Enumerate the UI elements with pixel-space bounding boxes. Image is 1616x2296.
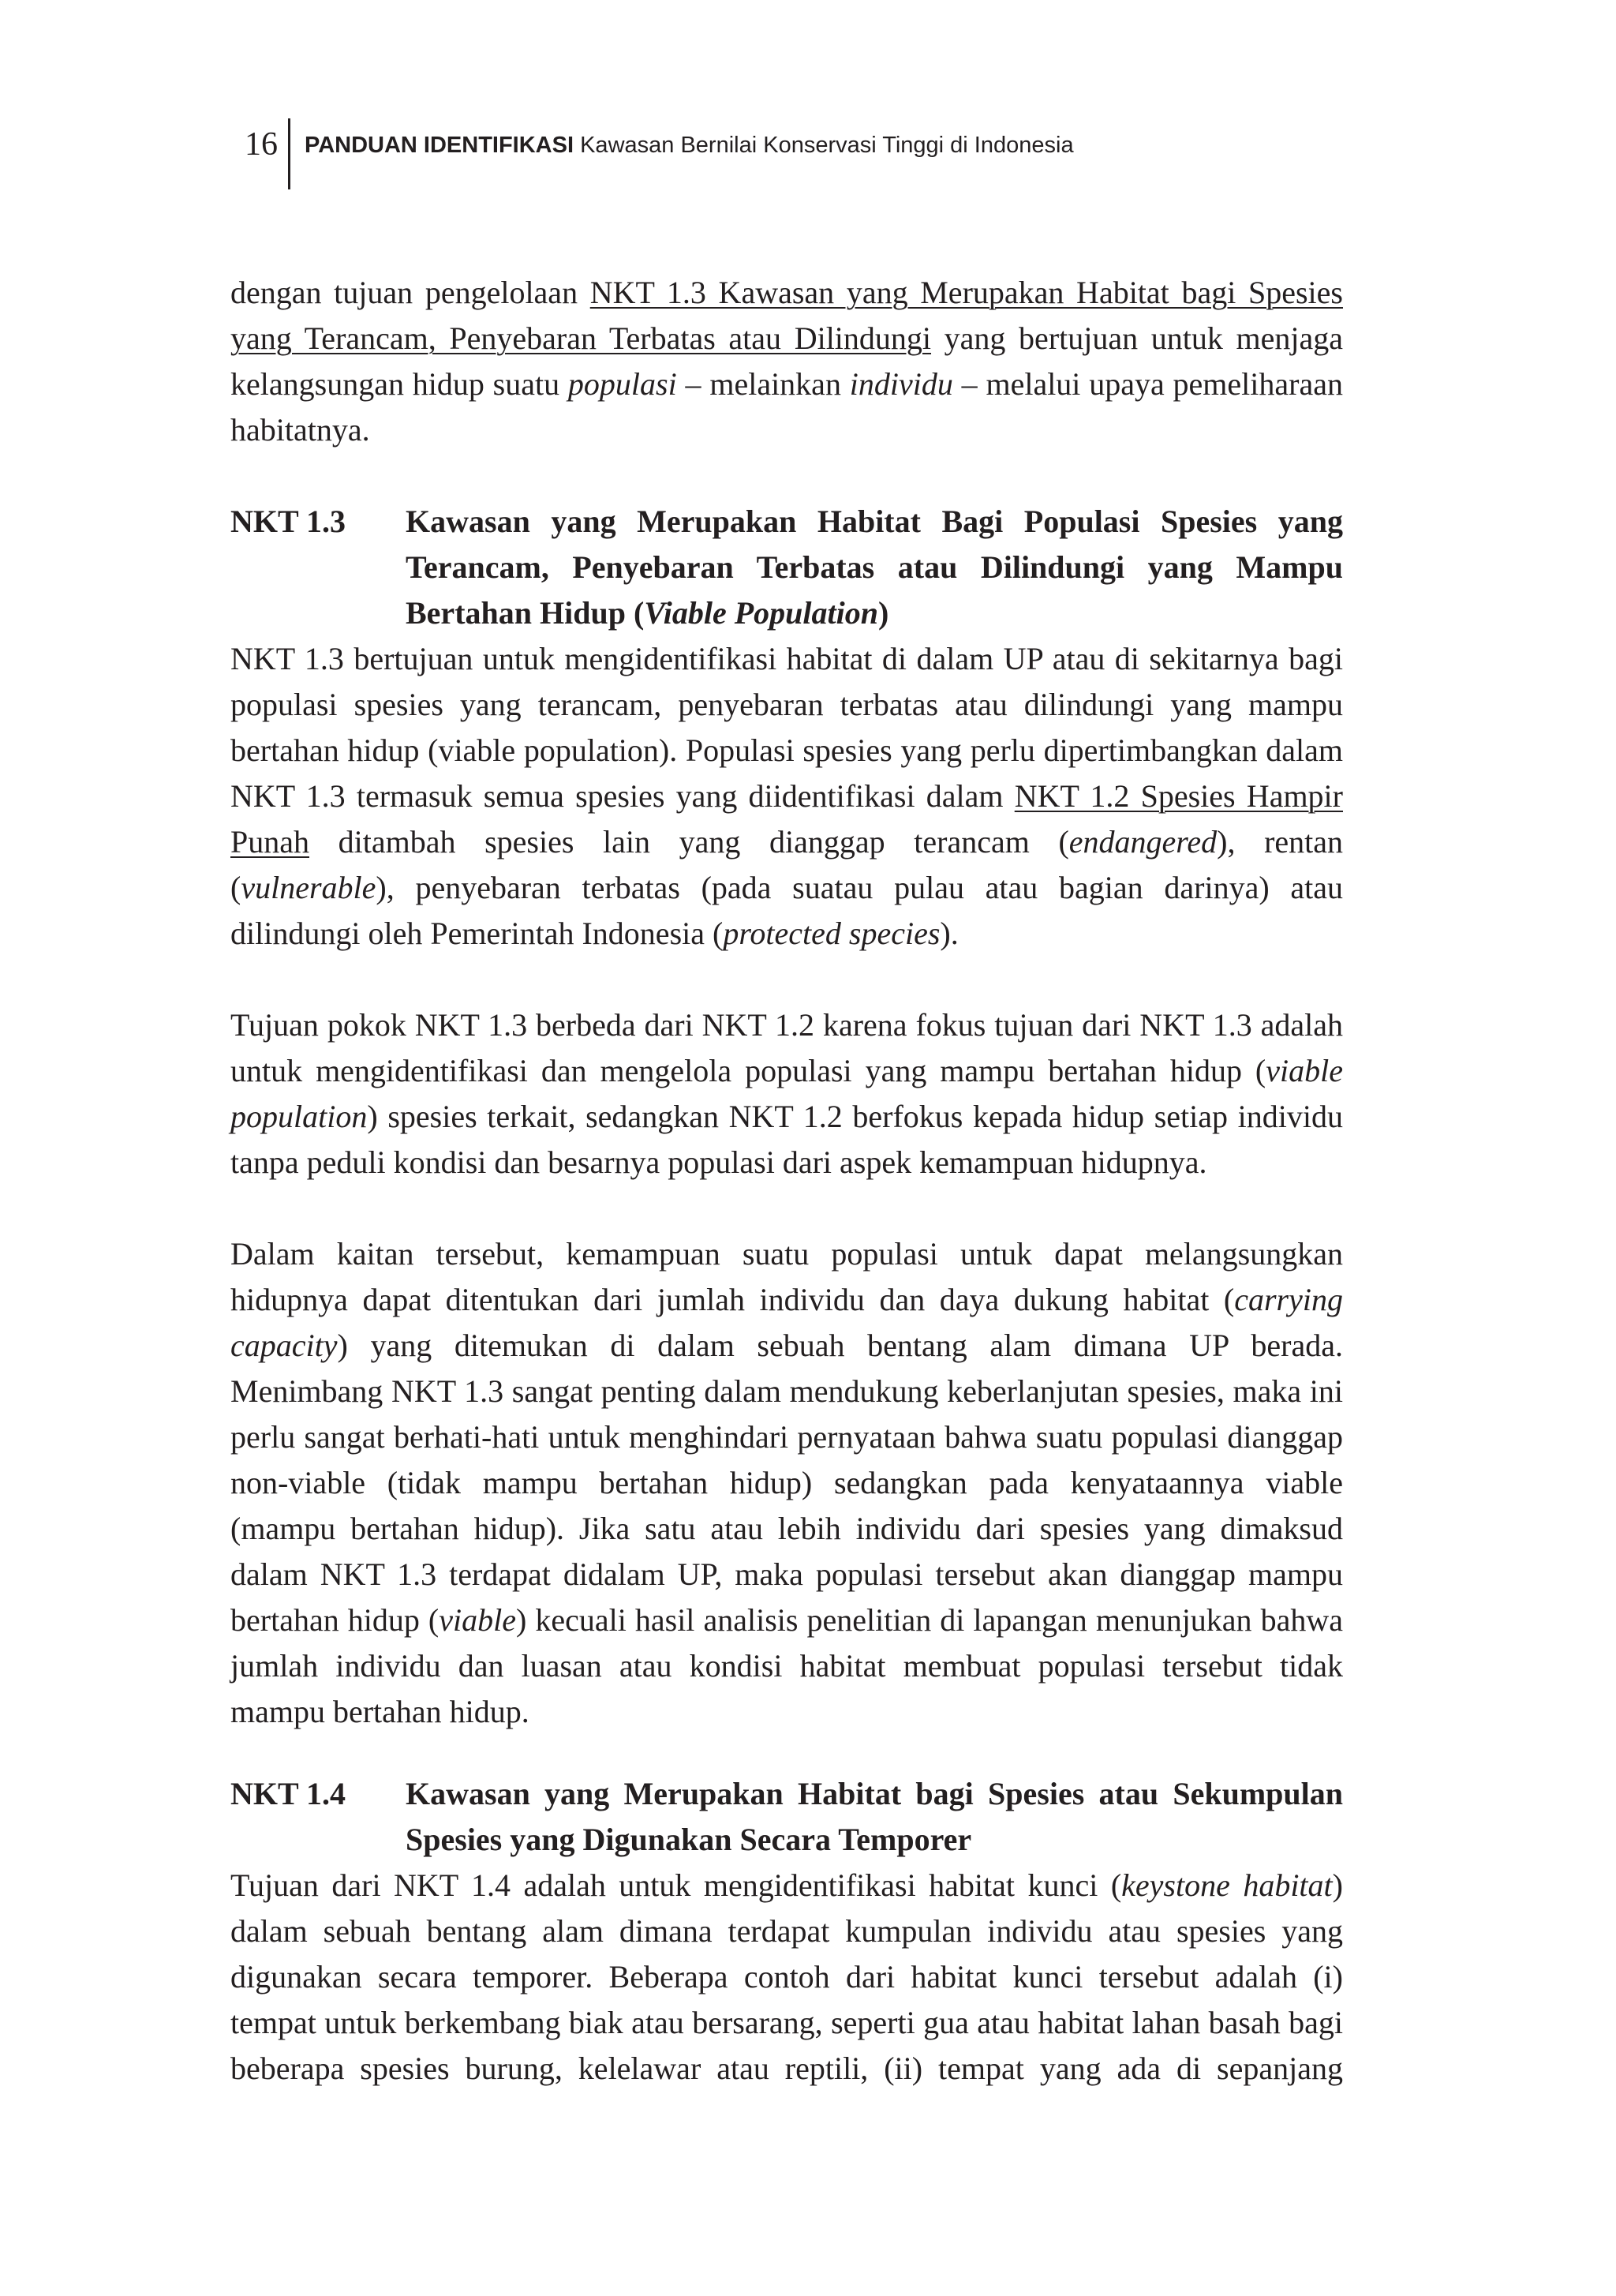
emphasis: protected species (723, 916, 941, 951)
spacer (230, 1735, 1343, 1771)
emphasis: viable (439, 1602, 516, 1638)
section-title: Kawasan yang Merupakan Habitat bagi Spesies atau Sekumpulan Spesies yang Digunakan Secara Temporer (406, 1776, 1343, 1857)
running-title-bold: PANDUAN IDENTIFIKASI (305, 133, 574, 158)
text-run: ) yang ditemukan di dalam sebuah bentang alam dimana UP berada. Menimbang NKT 1.3 sangat penting dalam mendukung keberlanjutan spesies, maka ini perlu sangat berhati-hati untuk menghindari pernyataan bahwa suatu populasi dianggap non-viable (tidak mampu bertahan hidup) sedangkan pada kenyataannya viable (mampu bertahan hidup). Jika satu atau lebih individu dari spesies yang dimaksud dalam NKT 1.3 terdapat didalam UP, maka populasi tersebut akan dianggap mampu bertahan hidup ( (230, 1328, 1343, 1638)
body-paragraph (230, 1863, 1343, 2092)
text-run: Dalam kaitan tersebut, kemampuan suatu populasi untuk dapat melangsungkan hidupnya dapat ditentukan dari jumlah individu dan daya dukung habitat ( (230, 1236, 1343, 1317)
text-run: yang bertujuan untuk menjaga kelangsungan hidup suatu (230, 320, 1343, 402)
text-run: dengan tujuan pengelolaan (230, 275, 590, 310)
emphasis: populasi (567, 366, 677, 402)
text-run: ), rentan ( (230, 824, 1344, 905)
text-run: Kawasan yang Merupakan Habitat Bagi Populasi Spesies yang Terancam, Penyebaran Terbatas atau Dilindungi yang Mampu Bertahan Hidup ( (406, 504, 1343, 631)
section-number: NKT 1.3 (230, 504, 346, 539)
running-title (305, 129, 1074, 161)
spacer (230, 957, 1343, 1002)
emphasis: keystone habitat (1121, 1867, 1333, 1903)
emphasis: individu (849, 366, 953, 402)
page-number: 16 (245, 126, 278, 163)
text-run: Tujuan dari NKT 1.4 adalah untuk mengidentifikasi habitat kunci ( (230, 1867, 1122, 1903)
text-run: Tujuan pokok NKT 1.3 berbeda dari NKT 1.2 karena fokus tujuan dari NKT 1.3 adalah untuk mengidentifikasi dan mengelola populasi yang mampu bertahan hidup ( (230, 1007, 1343, 1088)
text-run: ) (878, 595, 889, 631)
cross-reference-link-nkt-1-2[interactable]: NKT 1.2 Spesies Hampir Punah (230, 778, 1343, 860)
section-heading-nkt-1-3 (230, 499, 1343, 636)
body-paragraph (230, 1231, 1343, 1735)
section-number: NKT 1.4 (230, 1776, 346, 1811)
emphasis: Viable Population (644, 595, 879, 631)
emphasis: vulnerable (241, 870, 376, 905)
text-run: – melalui upaya pemeliharaan habitatnya. (230, 366, 1343, 448)
body-paragraph (230, 636, 1343, 957)
text-run: ). (940, 916, 959, 951)
text-run: ditambah spesies lain yang dianggap terancam ( (309, 824, 1069, 860)
section-title (406, 499, 1343, 636)
text-run: NKT 1.3 bertujuan untuk mengidentifikasi habitat di dalam UP atau di sekitarnya bagi populasi spesies yang terancam, penyebaran terbatas atau dilindungi yang mampu bertahan hidup (viable population). Populasi spesies yang perlu dipertimbangkan dalam NKT 1.3 termasuk semua spesies yang diidentifikasi dalam (230, 641, 1343, 814)
emphasis: endangered (1068, 824, 1218, 860)
spacer (230, 1185, 1343, 1231)
spacer (230, 453, 1343, 499)
text-run: ) spesies terkait, sedangkan NKT 1.2 berfokus kepada hidup setiap individu tanpa peduli kondisi dan besarnya populasi dari aspek kemampuan hidupnya. (230, 1099, 1343, 1180)
emphasis: carrying capacity (230, 1282, 1343, 1363)
running-title-rest: Kawasan Bernilai Konservasi Tinggi di Indonesia (580, 133, 1074, 158)
emphasis: viable population (230, 1053, 1343, 1134)
page-body (230, 270, 1343, 2092)
text-run: ) dalam sebuah bentang alam dimana terdapat kumpulan individu atau spesies yang digunakan secara temporer. Beberapa contoh dari habitat kunci tersebut adalah (i) tempat untuk berkembang biak atau bersarang, seperti gua atau habitat lahan basah bagi beberapa spesies burung, kelelawar atau reptili, (ii) tempat yang ada di sepanjang (230, 1867, 1343, 2086)
intro-paragraph (230, 270, 1343, 453)
section-heading-nkt-1-4 (230, 1771, 1343, 1863)
cross-reference-link-nkt-1-3[interactable]: NKT 1.3 Kawasan yang Merupakan Habitat bagi Spesies yang Terancam, Penyebaran Terbatas atau Dilindungi (230, 275, 1343, 356)
text-run: ), penyebaran terbatas (pada suatau pulau atau bagian darinya) atau dilindungi oleh Pemerintah Indonesia ( (230, 870, 1343, 951)
text-run: – melainkan (676, 366, 850, 402)
text-run: ) kecuali hasil analisis penelitian di lapangan menunjukan bahwa jumlah individu dan luasan atau kondisi habitat membuat populasi tersebut tidak mampu bertahan hidup. (230, 1602, 1343, 1729)
body-paragraph (230, 1002, 1343, 1185)
header-divider (288, 118, 290, 189)
